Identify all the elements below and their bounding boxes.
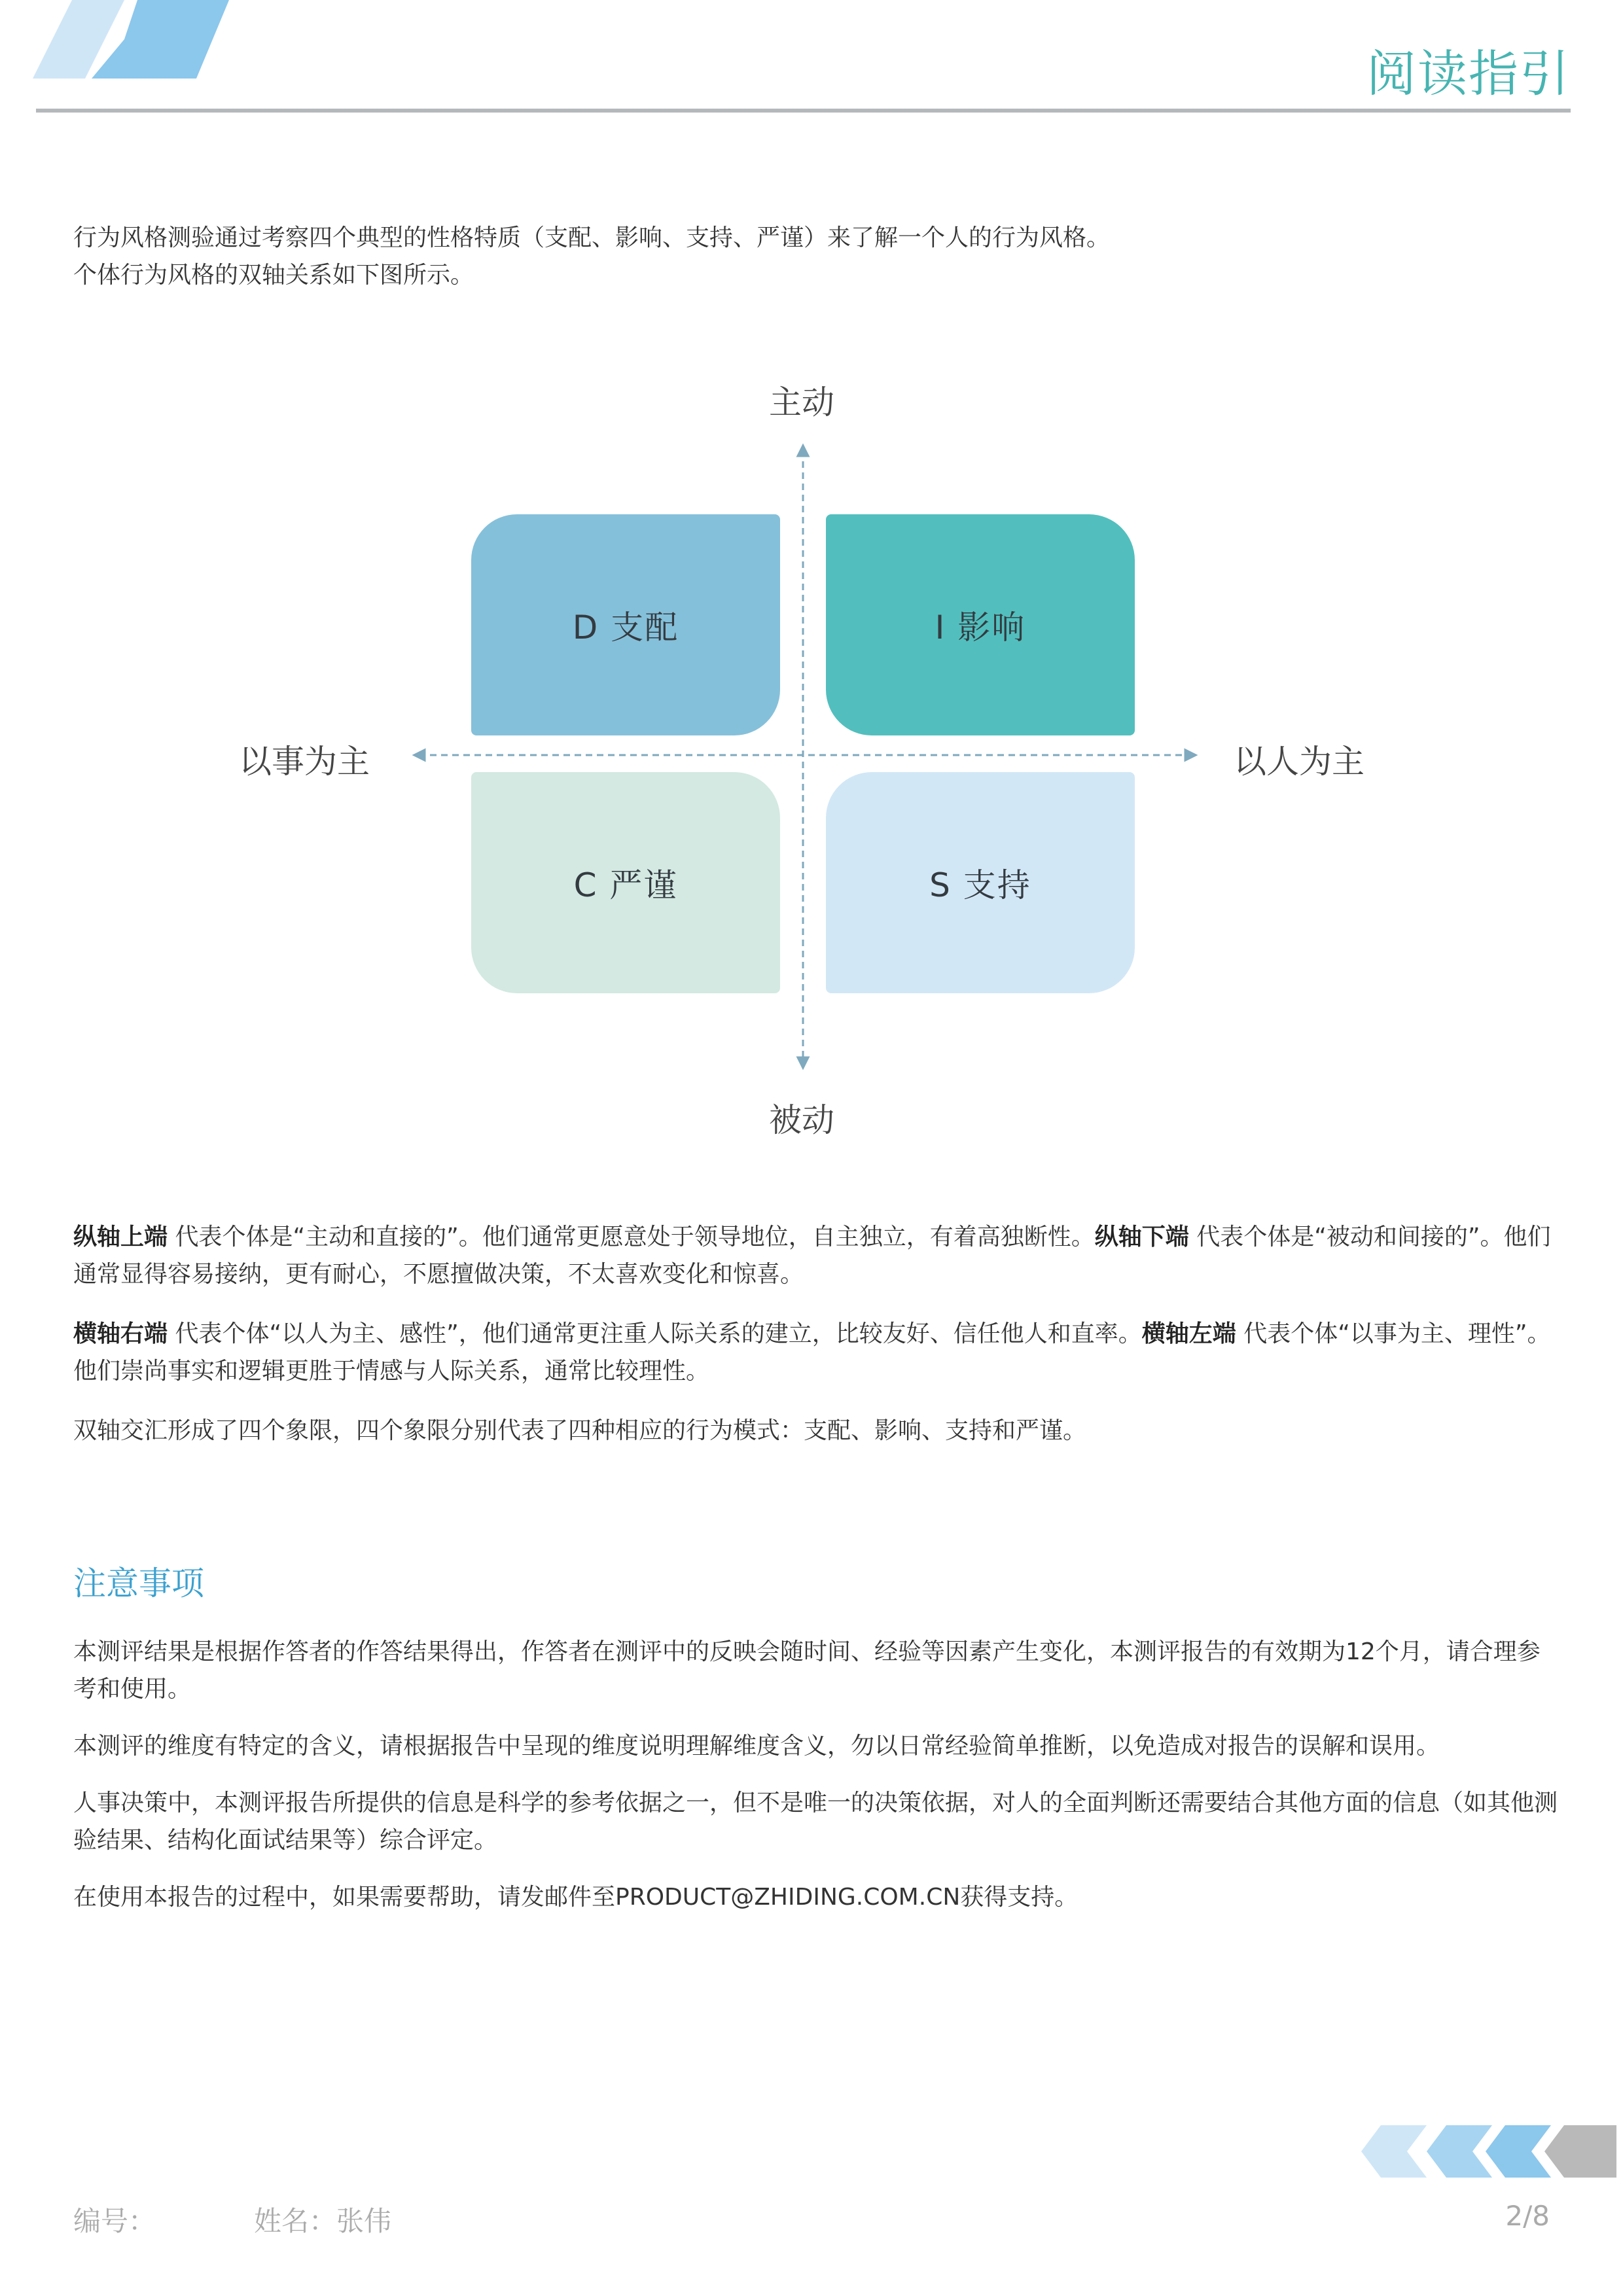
- keyword-vertical-top: 纵轴上端: [73, 1224, 168, 1250]
- footer-number-label: 编号：: [73, 2205, 156, 2237]
- axis-label-top: 主动: [769, 383, 834, 421]
- axis-label-bottom: 被动: [769, 1101, 834, 1139]
- intro-line-2: 个体行为风格的双轴关系如下图所示。: [73, 262, 474, 289]
- quadrant-s-steadiness: S 支持: [826, 772, 1135, 993]
- header-divider: [36, 109, 1571, 113]
- explanation-vertical-axis: [73, 1218, 1559, 1293]
- text-horizontal-left: 代表个体“以事为主、理性”。他们崇尚事实和逻辑更胜于情感与人际关系，通常比较理性。: [73, 1320, 1551, 1385]
- notes-section-title: 注意事项: [73, 1564, 204, 1602]
- page-header-title: 阅读指引: [1366, 44, 1571, 103]
- explanation-horizontal-axis: [73, 1315, 1559, 1390]
- text-vertical-top: 代表个体是“主动和直接的”。他们通常更愿意处于领导地位，自主独立，有着高独断性。: [175, 1224, 1095, 1250]
- intro-paragraph: [73, 219, 1559, 294]
- footer-page-number: 2/8: [1505, 2200, 1550, 2232]
- keyword-vertical-bottom: 纵轴下端: [1094, 1224, 1189, 1250]
- keyword-horizontal-left: 横轴左端: [1141, 1320, 1236, 1347]
- note-decision: 人事决策中，本测评报告所提供的信息是科学的参考依据之一，但不是唯一的决策依据，对人的全面判断还需要结合其他方面的信息（如其他测验结果、结构化面试结果等）综合评定。: [73, 1790, 1558, 1854]
- text-horizontal-right: 代表个体“以人为主、感性”，他们通常更注重人际关系的建立，比较友好、信任他人和直率。: [175, 1320, 1142, 1347]
- keyword-horizontal-right: 横轴右端: [73, 1320, 168, 1347]
- text-vertical-bottom: 代表个体是“被动和间接的”。他们通常显得容易接纳，更有耐心，不愿擅做决策，不太喜欢变化和惊喜。: [73, 1224, 1551, 1288]
- footer-chevron-decoration: [1342, 2125, 1616, 2178]
- quadrant-i-influence: I 影响: [826, 514, 1135, 735]
- header-chevron-decoration: [33, 0, 242, 79]
- explanation-quadrants: 双轴交汇形成了四个象限，四个象限分别代表了四种相应的行为模式：支配、影响、支持和严谨。: [73, 1417, 1087, 1444]
- axis-label-left: 以事为主: [239, 743, 370, 781]
- axis-label-right: 以人为主: [1234, 743, 1364, 781]
- note-dimensions: 本测评的维度有特定的含义，请根据报告中呈现的维度说明理解维度含义，勿以日常经验简单推断，以免造成对报告的误解和误用。: [73, 1733, 1440, 1759]
- note-validity: 本测评结果是根据作答者的作答结果得出，作答者在测评中的反映会随时间、经验等因素产生变化，本测评报告的有效期为12个月，请合理参考和使用。: [73, 1638, 1541, 1703]
- footer-name: 姓名：张伟: [254, 2205, 392, 2237]
- intro-line-1: 行为风格测验通过考察四个典型的性格特质（支配、影响、支持、严谨）来了解一个人的行为风格。: [73, 224, 1111, 251]
- note-contact: 在使用本报告的过程中，如果需要帮助，请发邮件至PRODUCT@ZHIDING.COM.CN获得支持。: [73, 1884, 1079, 1911]
- quadrant-c-conscientiousness: C 严谨: [471, 772, 780, 993]
- quadrant-d-dominance: D 支配: [471, 514, 780, 735]
